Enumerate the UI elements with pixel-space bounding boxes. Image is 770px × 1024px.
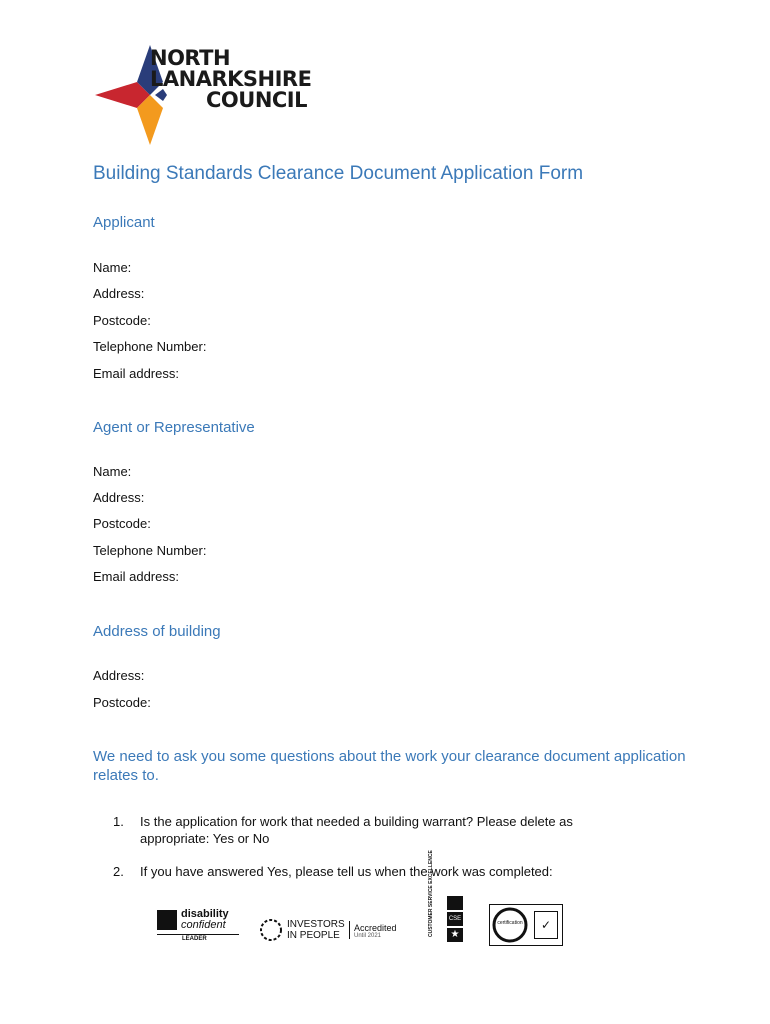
applicant-address-label: Address:	[93, 286, 145, 301]
agent-heading: Agent or Representative	[93, 419, 255, 436]
logo-line-1: NORTH	[150, 46, 231, 70]
iip-accredited: Accredited	[354, 923, 397, 933]
certification-label: certification	[497, 920, 523, 926]
cse-badge	[421, 850, 471, 950]
questions-intro: We need to ask you some questions about the work your clearance document application relates to.	[93, 748, 686, 784]
applicant-email-label: Email address:	[93, 366, 179, 381]
agent-address-label: Address:	[93, 490, 145, 505]
agent-name-label: Name:	[93, 464, 132, 479]
iip-line1: INVESTORS	[287, 919, 345, 930]
cse-label: CSE	[447, 912, 463, 926]
page-title: Building Standards Clearance Document Application Form	[93, 163, 584, 184]
disability-line1: disability	[181, 908, 229, 920]
agent-postcode-label: Postcode:	[93, 516, 151, 531]
agent-telephone-label: Telephone Number:	[93, 543, 207, 558]
question-1-number: 1.	[113, 814, 124, 829]
question-2-number: 2.	[113, 864, 124, 879]
building-address-label: Address:	[93, 668, 145, 683]
cse-vertical-text: CUSTOMER SERVICE EXCELLENCE	[428, 850, 434, 937]
disability-confident-badge	[157, 910, 239, 946]
cse-star-icon: ★	[447, 928, 463, 942]
disability-line2: confident	[181, 919, 226, 931]
applicant-telephone-label: Telephone Number:	[93, 339, 207, 354]
applicant-postcode-label: Postcode:	[93, 313, 151, 328]
iip-until: Until 2021	[354, 933, 382, 939]
logo-line-2: LANARKSHIRE	[150, 67, 312, 91]
logo-line-3: COUNCIL	[206, 88, 307, 112]
question-2-text: If you have answered Yes, please tell us when the work was completed:	[140, 864, 553, 879]
investors-in-people-badge	[259, 918, 409, 946]
question-2	[113, 863, 633, 880]
question-1-text: Is the application for work that needed a building warrant? Please delete as appropriate: Yes or No	[140, 814, 573, 846]
question-1	[113, 813, 633, 847]
iip-icon	[259, 918, 283, 942]
building-heading: Address of building	[93, 623, 221, 640]
quality-certification-badge	[489, 904, 563, 946]
applicant-heading: Applicant	[93, 214, 155, 231]
cse-play-icon	[447, 896, 463, 910]
iip-line2: IN PEOPLE	[287, 930, 340, 941]
logo-wordmark	[150, 48, 311, 111]
agent-email-label: Email address:	[93, 569, 179, 584]
disability-icon	[157, 910, 177, 930]
certification-check-icon: ✓	[534, 911, 558, 939]
applicant-name-label: Name:	[93, 260, 132, 275]
disability-line3: LEADER	[182, 936, 207, 942]
building-postcode-label: Postcode:	[93, 695, 151, 710]
